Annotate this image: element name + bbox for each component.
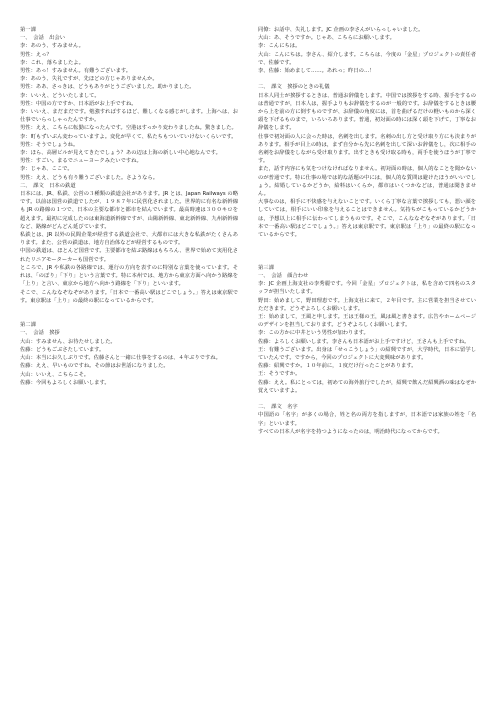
dialogue-line: 大山：本当にお久しぶりです。佐藤さんと一緒に仕事をするのは、４年ぶりですね。 xyxy=(20,355,221,362)
dialogue-line: 大山：いいえ、こちらこそ。 xyxy=(20,371,90,378)
paragraph: また，話す内容にも気をつけなければなりません。初対面の時は，個人的なことを聞かないのが普通です。特に仕事の場では的な話題の中には，個人的な質問は避けたほうがいいでしょう。結婚しているかどうか，給料はいくらか，都市はいくつかなどは，普通は聞きません。 xyxy=(258,166,476,198)
dialogue-line: 佐藤：ええ。私にとっては，初めての海外旅行でしたが，紹興で飲んだ紹興酒の味はなぜか覚えていますよ。 xyxy=(258,379,476,394)
dialogue-line: 男性：中国の方ですか、日本語がお上手ですね。 xyxy=(20,100,137,107)
dialogue-line: 男性：あっ！すみません。有難うございます。 xyxy=(20,68,132,75)
lesson-title: 第二課 xyxy=(20,322,36,329)
dialogue-line: 李：あのう、すみません。 xyxy=(20,43,84,50)
dialogue-line: 李：町もずいぶん変わっていますよ。変化が早くて、私たちもついていけないくらいです。 xyxy=(20,133,237,140)
dialogue-line: 男性：ええ、どうも有り難うございました。さようなら。 xyxy=(20,174,159,181)
dialogue-line: 男性：えっ？ xyxy=(20,51,52,58)
dialogue-line: 佐藤：よろしくお願いします。李さんも日本語がお上手ですけど，王さんも上手ですね。 xyxy=(258,338,470,345)
dialogue-line: 佐藤：紹興ですか。１０年前に，１度だけ行ったことがあります。 xyxy=(258,363,417,370)
dialogue-line: 李：じゃあ、ここで。 xyxy=(20,166,73,173)
dialogue-line: 李：JC 企画上海支社の李秀麗です。今回「金星」プロジェクトは，私を含めて四名のスタッフが担当いたします。 xyxy=(258,281,476,296)
dialogue-line: 王：始めまして，王風と申します。王は王様の王，風は風と書きます。広告やホームページのデザインを担当しております。どうぞよろしくお願いします。 xyxy=(258,314,476,329)
dialogue-line: 佐藤：今回もよろしくお願いします。 xyxy=(20,379,110,386)
dialogue-line: 同僚：お話中、失礼します。JC 企画の李さんがいらっしゃいました。 xyxy=(258,27,424,33)
dialogue-line: 男性：ええ、こちらに転勤になったんです。空港はすっかり変わりましたね。驚きました。 xyxy=(20,125,237,132)
paragraph: 日本人同士が挨拶するときは、普通お辞儀をします。中国では挨拶をする時、握手をするのは普通ですが，日本人は，握手よりもお辞儀をするのが一般的です。お辞儀をするときは腰から上を前の方に倒すものですが、お辞儀の角度には，首を曲げるだけの軽いものから深く頭を下げるものまで，いろいろあります。普通，初対面の時には深く頭を下げて，丁寧なお辞儀をします。 xyxy=(258,92,476,132)
dialogue-line: 李：この方かに中井という男性が加わります。 xyxy=(258,330,369,337)
paragraph: 仕事で初対面の人に会った時は，名刺を出します。名刺の出し方と受け取り方にも決まりがあります。相手が目上の時は，まず自分から先に名刺を出して深いお辞儀をし，次に相手の名刺をお辞儀をしながら受け取ります。出すときも受け取る時も，両手を使うほうが丁寧です。 xyxy=(258,133,476,165)
paragraph: すべての日本人が名字を持つようになったのは，明治時代になってからです。 xyxy=(258,428,443,435)
dialogue-line: 李：これ、落ちましたよ。 xyxy=(20,59,84,66)
section-heading: 一、 会話 挨拶 xyxy=(20,330,60,337)
section-heading: 一、 会話 出会い xyxy=(20,35,66,42)
dialogue-line: 男性：すごい。まるでニューヨークみたいですね。 xyxy=(20,158,142,165)
dialogue-line: 佐藤：ええ、早いものですね。その節はお世話になりました。 xyxy=(20,363,169,370)
dialogue-line: 大山：すみません、お待たせしました。 xyxy=(20,338,116,345)
paragraph: 日本には、JR、私鉄、公営の３種類の鉄道会社があります。JR とは、Japan Railways の略です。以前は国営の鉄道でしたが、１９８７年に民営化されました。世界的に有名な新幹線も JR の路線の１つで、日本の主要な都市と都市を結んでいます。最高時速は３００キロを超えます。最初に完成したのは東海道新幹線ですが、山陽新幹線、東北新幹線、九州新幹線など、路線がどんどん延びています。 xyxy=(20,191,238,230)
section-heading: 二、 課文 挨拶のときの礼儀 xyxy=(258,84,330,91)
lesson-title: 第三課 xyxy=(258,264,274,271)
dialogue-line: 李：ほら、高層ビルが見えてきたでしょう？あの辺は上海の新しい中心地なんです。 xyxy=(20,150,221,157)
paragraph: 中国の鉄道は、ほとんど国営です。主要都市を結ぶ路線はもちろん、世界で始めて実用化されたリニアモーターカーも国営です。 xyxy=(20,248,238,263)
dialogue-line: 王：そうですか。 xyxy=(258,371,301,378)
dialogue-line: 王：有難うございます。出身は「せっこうしょう」の紹興ですが，大学時代，日本に留学していたんです。ですから，今回のプロジェクトに大変興味があります。 xyxy=(258,346,476,362)
dialogue-line: 男性：ああ、さっきは、どうもありがとうございました。助かりました。 xyxy=(20,84,195,91)
paragraph: 大事なのは，相手に不快感を与えないことです。いくら丁寧な言葉で挨拶しても，悪い顔をしていては，相手にいい印象を与えることはできません。気持ちがこもっているかどうかは，予想以上に相手に伝わってしまうものです。そこで，こんななぞなぞがあります。「日本で一番高い駅はどこでしょう。」答えは東京駅です。東京駅は「上り」の最終の駅になっているからです。 xyxy=(258,199,476,239)
paragraph: 中国語の「名字」が多くの場合，姓と名の両方を指しますが，日本語では家族の姓を「名字」といいます。 xyxy=(258,412,476,427)
left-column xyxy=(20,26,238,702)
dialogue-line: 李：いいえ、まだまだです。勉強すればするほど、難しくなる感じがします。上海へは、お仕事でいらっしゃったんですか。 xyxy=(20,109,238,124)
dialogue-line: 男性：そうでしょうね。 xyxy=(20,141,79,148)
paragraph: そこで、こんななぞなぞがあります。「日本で一番高い駅はどこでしょう。」答えは東京駅です。東京駅は「上り」の最終の駅になっているからです。 xyxy=(20,289,238,304)
dialogue-line: 李：こんにちは。 xyxy=(258,43,301,50)
dialogue-line: 李、佐藤：始めまして……。あれっ；昨日の…！ xyxy=(258,68,375,75)
dialogue-line: 大山：あ、そうですか。じゃあ、こちらにお願いします。 xyxy=(258,35,395,42)
lesson-title: 第一課 xyxy=(20,27,36,33)
dialogue-line: 野田：始めまして，野田理恵です。上海支社に来て，２年目です。主に営業を担当させていただきます。どうぞよろしくお願いします。 xyxy=(258,297,476,312)
section-heading: 二、 課文 日本の鉄道 xyxy=(20,182,76,189)
section-heading: 一、 会話 顔合わせ xyxy=(258,273,309,280)
dialogue-line: 佐藤：どうもごぶさたしています。 xyxy=(20,346,105,353)
right-column xyxy=(258,26,476,702)
paragraph: 私鉄とは、JR 以外の民間企業が経営する鉄道会社で、大都市には大きな私鉄がたくさんあります。また、公営の鉄道は、地方自治体などが経営するものです。 xyxy=(20,232,238,247)
dialogue-line: 李：あのう、失礼ですが、先ほどの方じゃありませんか。 xyxy=(20,76,158,83)
dialogue-line: 李：いいえ、どういたしまして。 xyxy=(20,92,100,99)
paragraph: ところで、JR や私鉄の各路線では、運行の方向を表すのに特別な言葉を使っています。それは、「のぼり」「下り」という言葉です。特に本州では、地方から東京方面へ向かう路線を「上り」と言い、東京から地方へ向かう路線を「下り」といいます。 xyxy=(20,264,238,288)
dialogue-line: 大山：こんにちは。李さん、紹介します。こちらは、今度の「金星」プロジェクトの責任者で、佐藤です。 xyxy=(258,51,476,66)
section-heading: 二、 課文 名字 xyxy=(258,404,298,411)
